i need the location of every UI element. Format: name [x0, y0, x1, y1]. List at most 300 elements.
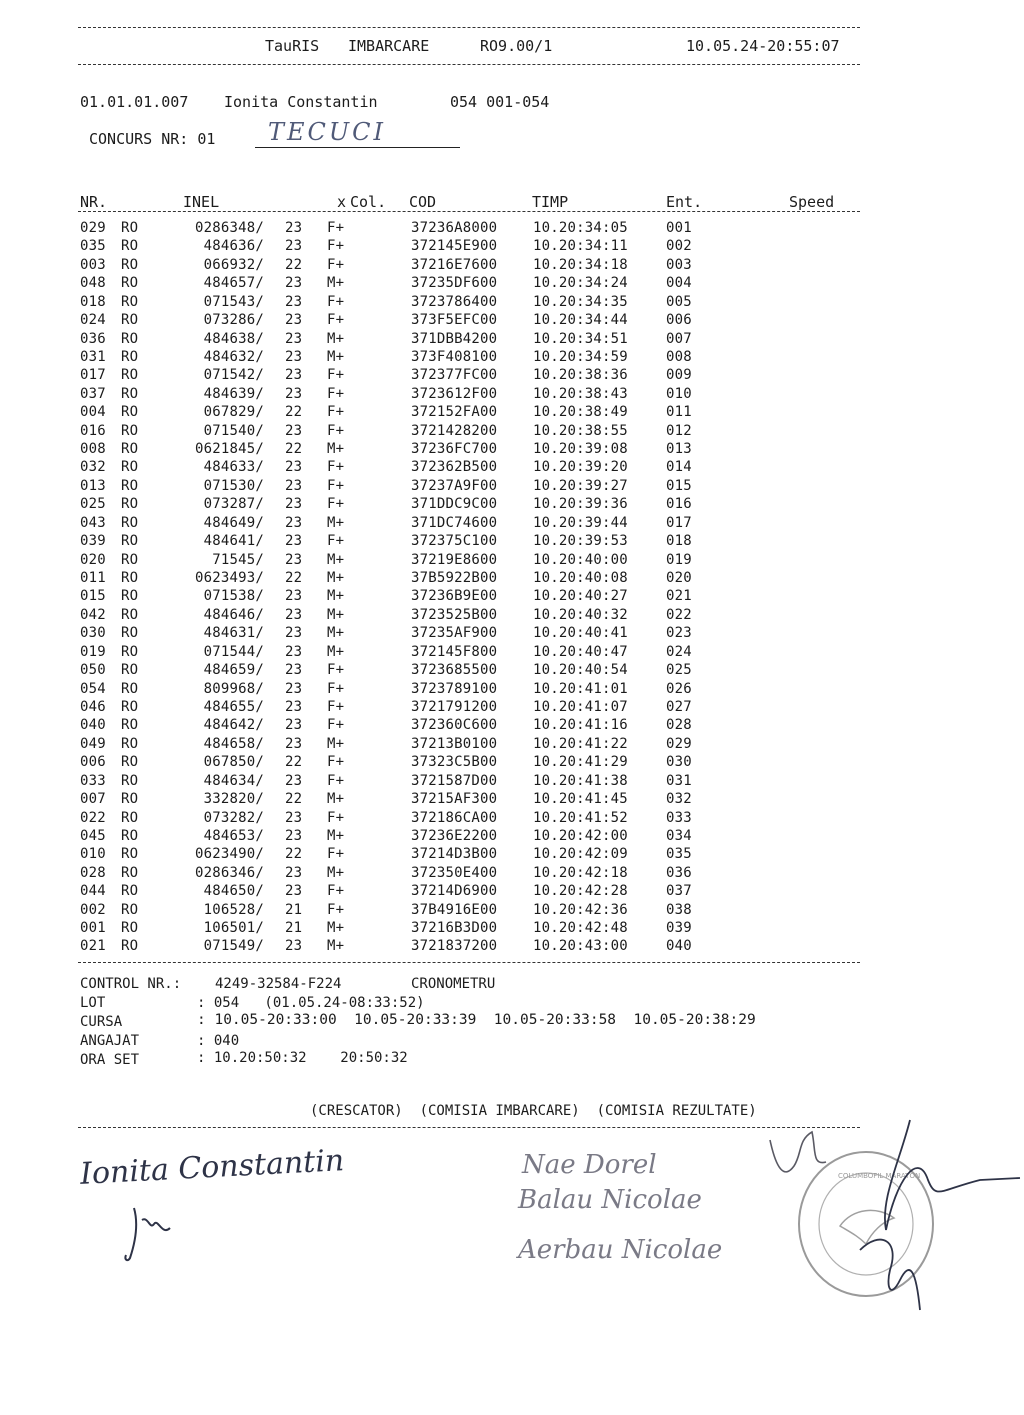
row-country: RO	[121, 680, 139, 697]
row-sex: F+	[327, 404, 345, 421]
row-code: 3721587D00	[411, 772, 498, 789]
owner-name: Ionita Constantin	[224, 93, 378, 111]
col-col: Col.	[350, 193, 387, 211]
row-nr: 024	[80, 312, 106, 329]
row-entry: 030	[666, 754, 692, 771]
row-time: 10.20:40:54	[533, 662, 628, 679]
row-ring: 484657/	[203, 275, 264, 292]
row-sex: F+	[327, 256, 345, 273]
row-ring: 071549/	[203, 938, 264, 955]
row-nr: 045	[80, 827, 106, 844]
row-entry: 001	[666, 220, 692, 236]
lot-value: : 054 (01.05.24-08:33:52)	[197, 995, 425, 1011]
row-year: 23	[285, 662, 303, 679]
row-year: 23	[285, 772, 303, 789]
row-sex: F+	[327, 772, 345, 789]
row-entry: 019	[666, 551, 692, 568]
row-entry: 021	[666, 588, 692, 605]
row-year: 23	[285, 625, 303, 642]
row-time: 10.20:40:32	[533, 606, 628, 623]
row-entry: 023	[666, 625, 692, 642]
row-entry: 005	[666, 293, 692, 310]
row-code: 372360C600	[411, 717, 498, 734]
row-entry: 020	[666, 570, 692, 587]
row-year: 23	[285, 809, 303, 826]
table-bottom-rule	[78, 962, 860, 963]
row-code: 3723789100	[411, 680, 498, 697]
row-time: 10.20:42:09	[533, 846, 628, 863]
row-ring: 484655/	[203, 698, 264, 715]
row-nr: 013	[80, 477, 106, 494]
row-ring: 106528/	[203, 901, 264, 918]
row-time: 10.20:34:11	[533, 238, 628, 255]
row-code: 372350E400	[411, 864, 498, 881]
entry-table	[0, 220, 1024, 957]
row-year: 23	[285, 883, 303, 900]
table-header-rule	[78, 211, 860, 212]
row-time: 10.20:42:36	[533, 901, 628, 918]
row-year: 23	[285, 312, 303, 329]
row-entry: 040	[666, 938, 692, 955]
row-ring: 484633/	[203, 459, 264, 476]
row-sex: M+	[327, 625, 345, 642]
row-entry: 029	[666, 735, 692, 752]
row-ring: 0621845/	[194, 441, 264, 458]
row-entry: 010	[666, 385, 692, 402]
row-year: 23	[285, 477, 303, 494]
row-entry: 018	[666, 533, 692, 550]
row-entry: 014	[666, 459, 692, 476]
row-country: RO	[121, 312, 139, 329]
col-timp: TIMP	[532, 193, 569, 211]
row-year: 23	[285, 551, 303, 568]
row-year: 22	[285, 441, 303, 458]
row-nr: 030	[80, 625, 106, 642]
row-country: RO	[121, 717, 139, 734]
row-country: RO	[121, 256, 139, 273]
row-ring: 0286348/	[194, 220, 264, 236]
table-row	[0, 496, 1024, 514]
row-ring: 066932/	[203, 256, 264, 273]
header-printed: 10.05.24-20:55:07	[686, 37, 840, 55]
table-row	[0, 275, 1024, 293]
table-row	[0, 441, 1024, 459]
row-entry: 013	[666, 441, 692, 458]
row-year: 23	[285, 735, 303, 752]
row-year: 23	[285, 698, 303, 715]
angajat-value: : 040	[197, 1033, 240, 1049]
row-country: RO	[121, 606, 139, 623]
row-year: 23	[285, 588, 303, 605]
row-ring: 484653/	[203, 827, 264, 844]
row-ring: 484634/	[203, 772, 264, 789]
row-entry: 022	[666, 606, 692, 623]
row-sex: M+	[327, 514, 345, 531]
row-year: 23	[285, 606, 303, 623]
row-time: 10.20:42:48	[533, 920, 628, 937]
table-row	[0, 754, 1024, 772]
row-year: 22	[285, 846, 303, 863]
row-code: 373F5EFC00	[411, 312, 498, 329]
row-nr: 011	[80, 570, 106, 587]
row-ring: 0623490/	[194, 846, 264, 863]
row-code: 37219E8600	[411, 551, 498, 568]
row-country: RO	[121, 864, 139, 881]
row-nr: 035	[80, 238, 106, 255]
row-time: 10.20:39:08	[533, 441, 628, 458]
table-row	[0, 846, 1024, 864]
row-time: 10.20:41:22	[533, 735, 628, 752]
row-code: 37B4916E00	[411, 901, 498, 918]
table-row	[0, 238, 1024, 256]
row-time: 10.20:41:01	[533, 680, 628, 697]
row-year: 23	[285, 275, 303, 292]
header-version: RO9.00/1	[480, 37, 553, 55]
row-nr: 001	[80, 920, 106, 937]
row-entry: 011	[666, 404, 692, 421]
row-code: 3721791200	[411, 698, 498, 715]
row-nr: 007	[80, 791, 106, 808]
row-year: 22	[285, 570, 303, 587]
row-time: 10.20:34:05	[533, 220, 628, 236]
row-country: RO	[121, 275, 139, 292]
row-nr: 039	[80, 533, 106, 550]
row-year: 23	[285, 864, 303, 881]
row-country: RO	[121, 735, 139, 752]
stamp-text: COLUMBOFIL MARATON	[838, 1172, 921, 1180]
col-inel: INEL	[183, 193, 220, 211]
row-year: 23	[285, 385, 303, 402]
row-ring: 071543/	[203, 293, 264, 310]
row-ring: 106501/	[203, 920, 264, 937]
row-entry: 006	[666, 312, 692, 329]
header-mode: IMBARCARE	[348, 37, 430, 55]
row-code: 37236E2200	[411, 827, 498, 844]
row-entry: 009	[666, 367, 692, 384]
row-sex: M+	[327, 791, 345, 808]
row-country: RO	[121, 791, 139, 808]
row-country: RO	[121, 330, 139, 347]
breeder-signature-text: Ionita Constantin	[79, 1143, 346, 1192]
row-country: RO	[121, 901, 139, 918]
row-year: 21	[285, 920, 303, 937]
row-time: 10.20:39:27	[533, 477, 628, 494]
row-ring: 332820/	[203, 791, 264, 808]
row-code: 3723786400	[411, 293, 498, 310]
row-nr: 050	[80, 662, 106, 679]
row-year: 23	[285, 293, 303, 310]
row-sex: M+	[327, 938, 345, 955]
row-nr: 002	[80, 901, 106, 918]
row-entry: 025	[666, 662, 692, 679]
row-country: RO	[121, 698, 139, 715]
row-nr: 016	[80, 422, 106, 439]
row-code: 3723612F00	[411, 385, 498, 402]
row-nr: 028	[80, 864, 106, 881]
table-row	[0, 699, 1024, 717]
row-country: RO	[121, 293, 139, 310]
row-code: 371DDC9C00	[411, 496, 498, 513]
row-sex: M+	[327, 735, 345, 752]
row-country: RO	[121, 514, 139, 531]
row-time: 10.20:41:52	[533, 809, 628, 826]
row-entry: 003	[666, 256, 692, 273]
row-code: 371DBB4200	[411, 330, 498, 347]
row-year: 23	[285, 514, 303, 531]
row-nr: 042	[80, 606, 106, 623]
table-row	[0, 386, 1024, 404]
row-time: 10.20:42:28	[533, 883, 628, 900]
row-entry: 015	[666, 477, 692, 494]
row-nr: 049	[80, 735, 106, 752]
row-sex: M+	[327, 864, 345, 881]
row-ring: 484641/	[203, 533, 264, 550]
row-nr: 003	[80, 256, 106, 273]
table-row	[0, 257, 1024, 275]
row-country: RO	[121, 625, 139, 642]
row-code: 3723685500	[411, 662, 498, 679]
row-code: 37214D3B00	[411, 846, 498, 863]
row-sex: F+	[327, 220, 345, 236]
row-entry: 037	[666, 883, 692, 900]
row-year: 22	[285, 791, 303, 808]
header-rule	[78, 64, 860, 65]
row-ring: 071538/	[203, 588, 264, 605]
row-code: 372362B500	[411, 459, 498, 476]
row-time: 10.20:41:29	[533, 754, 628, 771]
table-row	[0, 681, 1024, 699]
commission-name-1: Nae Dorel	[522, 1150, 657, 1180]
row-country: RO	[121, 551, 139, 568]
row-country: RO	[121, 422, 139, 439]
row-sex: M+	[327, 441, 345, 458]
row-time: 10.20:40:41	[533, 625, 628, 642]
row-nr: 037	[80, 385, 106, 402]
row-nr: 044	[80, 883, 106, 900]
table-row	[0, 552, 1024, 570]
commission-name-2: Balau Nicolae	[518, 1185, 702, 1215]
row-sex: M+	[327, 348, 345, 365]
table-row	[0, 423, 1024, 441]
row-nr: 046	[80, 698, 106, 715]
row-entry: 007	[666, 330, 692, 347]
row-entry: 024	[666, 643, 692, 660]
row-year: 23	[285, 330, 303, 347]
row-code: 37235DF600	[411, 275, 498, 292]
row-ring: 067850/	[203, 754, 264, 771]
row-time: 10.20:41:07	[533, 698, 628, 715]
row-entry: 032	[666, 791, 692, 808]
row-time: 10.20:41:38	[533, 772, 628, 789]
table-row	[0, 920, 1024, 938]
table-row	[0, 312, 1024, 330]
row-entry: 017	[666, 514, 692, 531]
row-country: RO	[121, 827, 139, 844]
row-time: 10.20:39:53	[533, 533, 628, 550]
row-country: RO	[121, 883, 139, 900]
row-sex: F+	[327, 846, 345, 863]
row-ring: 071530/	[203, 477, 264, 494]
row-entry: 035	[666, 846, 692, 863]
lot-label: LOT	[80, 995, 106, 1011]
cursa-label: CURSA	[80, 1014, 123, 1030]
row-ring: 484646/	[203, 606, 264, 623]
row-country: RO	[121, 496, 139, 513]
row-sex: F+	[327, 477, 345, 494]
row-time: 10.20:38:43	[533, 385, 628, 402]
row-entry: 039	[666, 920, 692, 937]
row-code: 3723525B00	[411, 606, 498, 623]
row-time: 10.20:41:16	[533, 717, 628, 734]
row-code: 37237A9F00	[411, 477, 498, 494]
row-entry: 012	[666, 422, 692, 439]
row-year: 23	[285, 533, 303, 550]
table-row	[0, 644, 1024, 662]
row-country: RO	[121, 533, 139, 550]
row-year: 23	[285, 220, 303, 236]
table-row	[0, 294, 1024, 312]
table-row	[0, 662, 1024, 680]
row-year: 23	[285, 938, 303, 955]
row-sex: F+	[327, 680, 345, 697]
row-code: 37236A8000	[411, 220, 498, 236]
row-sex: M+	[327, 275, 345, 292]
row-code: 37216E7600	[411, 256, 498, 273]
table-row	[0, 883, 1024, 901]
row-code: 373F408100	[411, 348, 498, 365]
row-time: 10.20:42:00	[533, 827, 628, 844]
table-row	[0, 220, 1024, 238]
row-year: 23	[285, 680, 303, 697]
row-entry: 027	[666, 698, 692, 715]
row-nr: 019	[80, 643, 106, 660]
row-ring: 071544/	[203, 643, 264, 660]
row-year: 23	[285, 367, 303, 384]
angajat-label: ANGAJAT	[80, 1033, 140, 1049]
row-nr: 033	[80, 772, 106, 789]
row-country: RO	[121, 477, 139, 494]
row-code: 372152FA00	[411, 404, 498, 421]
row-code: 372377FC00	[411, 367, 498, 384]
row-year: 22	[285, 404, 303, 421]
row-country: RO	[121, 772, 139, 789]
table-row	[0, 625, 1024, 643]
row-ring: 484636/	[203, 238, 264, 255]
row-ring: 484649/	[203, 514, 264, 531]
table-row	[0, 810, 1024, 828]
table-row	[0, 607, 1024, 625]
row-code: 3721428200	[411, 422, 498, 439]
row-nr: 006	[80, 754, 106, 771]
row-sex: F+	[327, 312, 345, 329]
row-ring: 0286346/	[194, 864, 264, 881]
row-ring: 484642/	[203, 717, 264, 734]
row-country: RO	[121, 404, 139, 421]
table-row	[0, 828, 1024, 846]
row-entry: 031	[666, 772, 692, 789]
table-row	[0, 515, 1024, 533]
breeder-signature-mark	[120, 1200, 200, 1270]
row-sex: M+	[327, 570, 345, 587]
row-sex: F+	[327, 533, 345, 550]
row-time: 10.20:34:24	[533, 275, 628, 292]
row-code: 372145E900	[411, 238, 498, 255]
row-sex: M+	[327, 588, 345, 605]
row-sex: F+	[327, 238, 345, 255]
table-row	[0, 349, 1024, 367]
row-time: 10.20:43:00	[533, 938, 628, 955]
row-year: 21	[285, 901, 303, 918]
col-speed: Speed	[789, 193, 835, 211]
commission-signatures	[740, 1110, 1024, 1330]
contest-underline	[255, 147, 460, 148]
table-row	[0, 865, 1024, 883]
row-country: RO	[121, 570, 139, 587]
row-nr: 021	[80, 938, 106, 955]
row-sex: F+	[327, 422, 345, 439]
row-nr: 015	[80, 588, 106, 605]
row-sex: F+	[327, 367, 345, 384]
row-nr: 008	[80, 441, 106, 458]
row-ring: 484632/	[203, 348, 264, 365]
row-country: RO	[121, 846, 139, 863]
control-device: CRONOMETRU	[411, 976, 496, 992]
row-country: RO	[121, 220, 139, 236]
row-ring: 071542/	[203, 367, 264, 384]
ora-set-value: : 10.20:50:32 20:50:32	[197, 1050, 408, 1066]
row-time: 10.20:34:44	[533, 312, 628, 329]
table-row	[0, 367, 1024, 385]
col-cod: COD	[409, 193, 437, 211]
row-time: 10.20:38:55	[533, 422, 628, 439]
table-row	[0, 902, 1024, 920]
row-sex: F+	[327, 901, 345, 918]
row-year: 23	[285, 348, 303, 365]
table-row	[0, 773, 1024, 791]
row-sex: F+	[327, 883, 345, 900]
row-code: 372145F800	[411, 643, 498, 660]
row-ring: 484650/	[203, 883, 264, 900]
row-time: 10.20:34:35	[533, 293, 628, 310]
row-ring: 067829/	[203, 404, 264, 421]
table-row	[0, 404, 1024, 422]
row-entry: 038	[666, 901, 692, 918]
row-code: 372375C100	[411, 533, 498, 550]
row-ring: 484631/	[203, 625, 264, 642]
table-row	[0, 938, 1024, 956]
row-nr: 032	[80, 459, 106, 476]
row-country: RO	[121, 348, 139, 365]
ora-set-label: ORA SET	[80, 1052, 140, 1068]
row-year: 23	[285, 238, 303, 255]
row-time: 10.20:41:45	[533, 791, 628, 808]
row-entry: 028	[666, 717, 692, 734]
row-code: 37235AF900	[411, 625, 498, 642]
row-country: RO	[121, 385, 139, 402]
table-row	[0, 570, 1024, 588]
signature-roles: (CRESCATOR) (COMISIA IMBARCARE) (COMISIA REZULTATE)	[310, 1103, 757, 1119]
control-value: 4249-32584-F224	[215, 976, 342, 992]
row-country: RO	[121, 754, 139, 771]
row-sex: M+	[327, 920, 345, 937]
row-year: 23	[285, 643, 303, 660]
row-ring: 71545/	[212, 551, 264, 568]
row-year: 23	[285, 422, 303, 439]
row-sex: F+	[327, 662, 345, 679]
row-year: 23	[285, 827, 303, 844]
row-sex: M+	[327, 643, 345, 660]
control-label: CONTROL NR.:	[80, 976, 182, 992]
